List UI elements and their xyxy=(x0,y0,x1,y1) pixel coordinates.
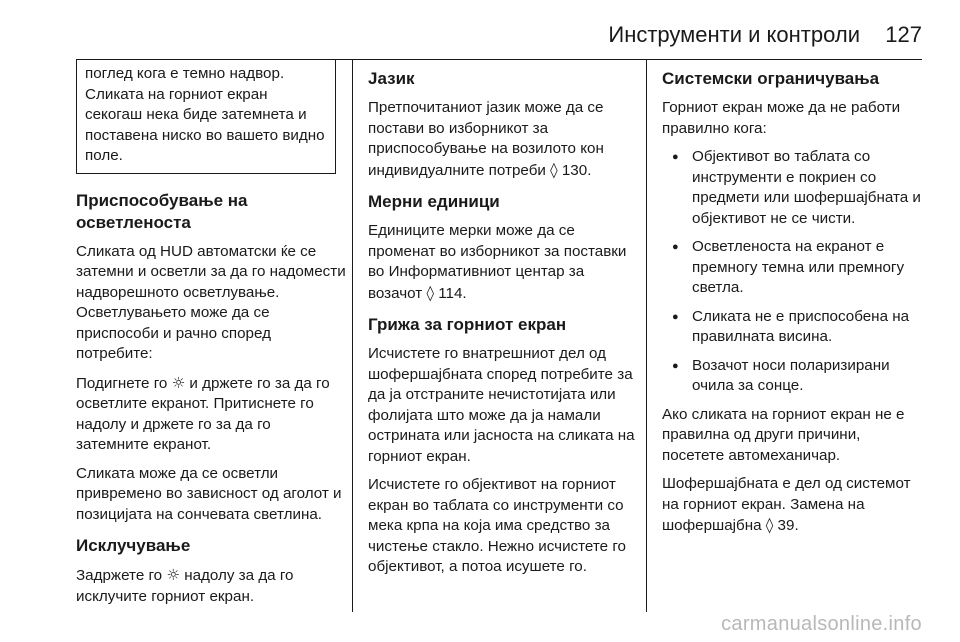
heading-language: Јазик xyxy=(368,69,415,88)
paragraph-off: Задржете го ☼ надолу за да го исклучите горниот екран. xyxy=(76,566,294,605)
list-item: ● Објективот во таблата со инструменти е покриен со предмети или шофершајбната и објективот не се чисти. xyxy=(662,147,926,229)
list-item: ● Возачот носи поларизирани очила за сонце. xyxy=(662,356,926,397)
paragraph-care-windshield: Исчистете го внатрешниот дел од шофершајбната според потребите за да ја отстраните нечистотијата или фолијата што може да ја намали острината или јасноста на сликата на горниот екран. xyxy=(368,345,635,465)
column-divider-2 xyxy=(646,60,647,612)
heading-limitations: Системски ограничувања xyxy=(662,69,880,88)
page-reference-icon: ◊ xyxy=(765,516,774,534)
limitations-list xyxy=(662,147,926,397)
paragraph-units: Единиците мерки може да се променат во изборникот за поставки во Информативниот центар за возачот ◊ 114. xyxy=(368,222,627,302)
paragraph-brightness-auto: Сликата од HUD автоматски ќе се затемни и осветли за да го надомести надворешното осветлување. Осветлувањето може да се приспособи и рачно според потребите: xyxy=(76,242,346,362)
heading-care: Грижа за горниот екран xyxy=(368,315,567,334)
list-item: ● Осветленоста на екранот е премногу темна или премногу светла. xyxy=(662,237,926,299)
page-reference[interactable]: 39 xyxy=(777,517,795,534)
note-box xyxy=(76,60,336,174)
page-reference[interactable]: 114 xyxy=(438,284,463,302)
brightness-icon: ☼ xyxy=(171,373,186,392)
paragraph-care-lens: Исчистете го објективот на горниот екран во таблата со инструменти со мека крпа на која има средство за чистење стакло. Нежно исчистете го објективот, а потоа исушете го. xyxy=(368,476,626,575)
column-1 xyxy=(76,60,346,615)
note-text: поглед кога е темно надвор. Сликата на горниот екран секогаш нека биде затемнета и поставена ниско во вашето видно поле. xyxy=(85,65,325,164)
column-divider-1 xyxy=(352,60,353,612)
brightness-icon: ☼ xyxy=(166,566,180,584)
paragraph-limitations-intro: Горниот екран може да не работи правилно кога: xyxy=(662,99,901,137)
page-number: 127 xyxy=(885,22,922,47)
paragraph-brightness-temp: Сликата може да се осветли привремено во зависност од аголот и позицијата на сончевата светлина. xyxy=(76,464,342,523)
paragraph-windshield: Шофершајбната е дел од системот на горниот екран. Замена на шофершајбна ◊ 39. xyxy=(662,475,911,534)
column-2 xyxy=(368,60,636,586)
page-reference-icon: ◊ xyxy=(426,283,434,302)
page-reference[interactable]: 130 xyxy=(561,161,588,179)
heading-brightness: Приспособување на осветленоста xyxy=(76,190,248,232)
column-3 xyxy=(662,60,926,545)
paragraph-brightness-manual: Подигнете го ☼ и држете го за да го осветлите екранот. Притиснете го надолу и држете го за да го затемните екранот. xyxy=(76,373,330,453)
page-header xyxy=(0,22,960,60)
heading-units: Мерни единици xyxy=(368,192,500,211)
list-item: ● Сликата не е приспособена на правилната висина. xyxy=(662,307,926,348)
chapter-title: Инструменти и контроли xyxy=(608,22,860,47)
heading-off: Исклучување xyxy=(76,536,191,555)
page-reference-icon: ◊ xyxy=(550,160,558,179)
watermark: carmanualsonline.info xyxy=(721,613,922,635)
paragraph-language: Претпочитаниот јазик може да се постави во изборникот за приспособување на возилото кон индивидуалните потреби ◊ 130. xyxy=(368,99,604,179)
paragraph-other-causes: Ако сликата на горниот екран не е правилна од други причини, посетете автомеханичар. xyxy=(662,405,905,464)
